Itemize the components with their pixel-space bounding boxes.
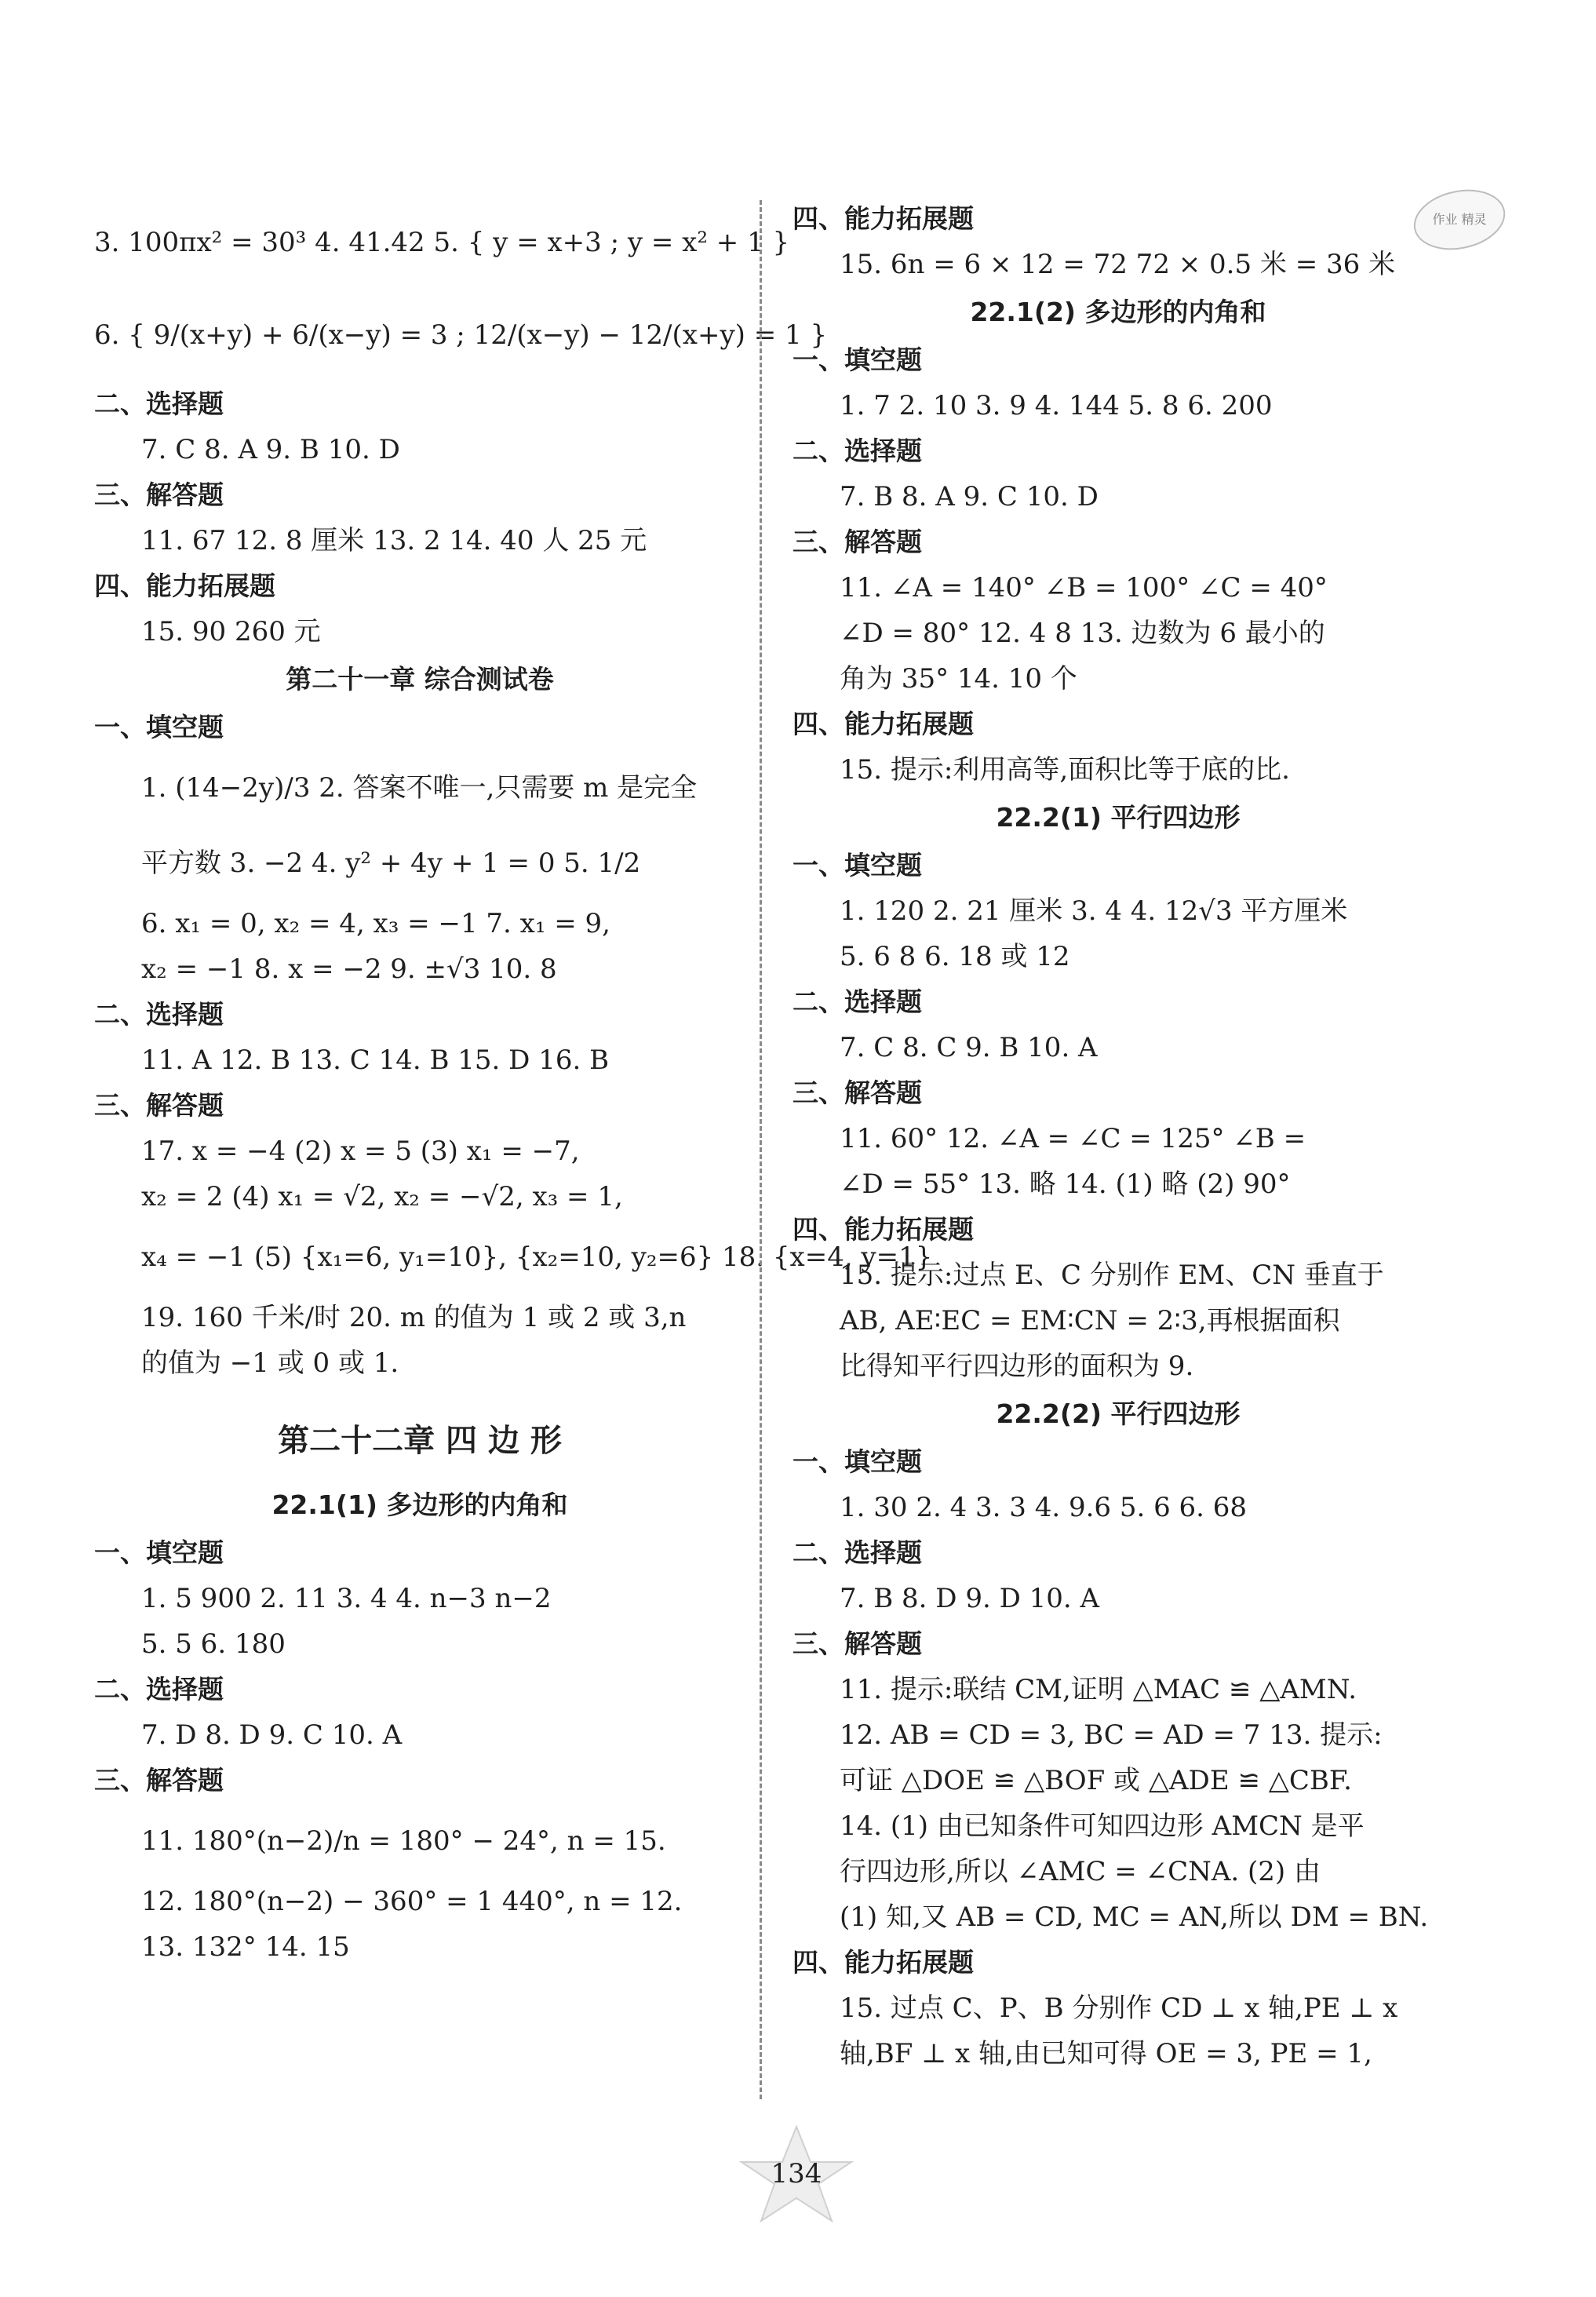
left-line: 11. 67 12. 8 厘米 13. 2 14. 40 人 25 元	[141, 525, 647, 556]
right-line: 1. 120 2. 21 厘米 3. 4 4. 12√3 平方厘米	[840, 895, 1348, 927]
right-line: 三、解答题	[793, 1077, 922, 1108]
left-column	[94, 196, 933, 1970]
right-line: 四、能力拓展题	[793, 709, 974, 739]
right-line: 角为 35° 14. 10 个	[840, 663, 1077, 695]
right-line: 二、选择题	[793, 436, 922, 466]
left-line: 6. { 9/(x+y) + 6/(x−y) = 3 ; 12/(x−y) − 12/(x+y) = 1 }	[94, 319, 828, 351]
right-line: AB, AE∶EC = EM∶CN = 2∶3,再根据面积	[840, 1305, 1340, 1336]
right-line: 15. 提示:过点 E、C 分别作 EM、CN 垂直于	[840, 1260, 1384, 1291]
left-line: 6. x₁ = 0, x₂ = 4, x₃ = −1 7. x₁ = 9,	[141, 908, 610, 939]
left-line: 三、解答题	[94, 1765, 224, 1796]
right-column	[793, 196, 1444, 2076]
right-line: 22.2(2) 平行四边形	[996, 1398, 1241, 1429]
left-line: 15. 90 260 元	[141, 616, 321, 647]
right-line: 15. 过点 C、P、B 分别作 CD ⊥ x 轴,PE ⊥ x	[840, 1993, 1398, 2024]
left-line: 二、选择题	[94, 388, 224, 419]
left-line: 四、能力拓展题	[94, 571, 275, 601]
right-line: 一、填空题	[793, 1446, 922, 1477]
left-line: 7. C 8. A 9. B 10. D	[141, 434, 400, 465]
left-line: 1. (14−2y)/3 2. 答案不唯一,只需要 m 是完全	[141, 772, 698, 804]
page-number: 134	[771, 2158, 822, 2189]
right-line: 22.2(1) 平行四边形	[996, 802, 1241, 833]
right-line: 三、解答题	[793, 1628, 922, 1659]
right-line: 二、选择题	[793, 1537, 922, 1568]
left-line: 一、填空题	[94, 712, 224, 742]
right-line: (1) 知,又 AB = CD, MC = AN,所以 DM = BN.	[840, 1901, 1429, 1933]
right-line: 7. C 8. C 9. B 10. A	[840, 1032, 1098, 1063]
right-line: 三、解答题	[793, 527, 922, 557]
left-line: 7. D 8. D 9. C 10. A	[141, 1719, 403, 1751]
right-line: ∠D = 80° 12. 4 8 13. 边数为 6 最小的	[840, 618, 1325, 649]
left-line: 11. 180°(n−2)/n = 180° − 24°, n = 15.	[141, 1825, 666, 1857]
right-line: 12. AB = CD = 3, BC = AD = 7 13. 提示:	[840, 1719, 1383, 1751]
right-line: 1. 30 2. 4 3. 3 4. 9.6 5. 6 6. 68	[840, 1492, 1248, 1523]
right-line: 四、能力拓展题	[793, 1947, 974, 1978]
left-line: 17. x = −4 (2) x = 5 (3) x₁ = −7,	[141, 1136, 580, 1167]
right-line: 比得知平行四边形的面积为 9.	[840, 1351, 1194, 1382]
left-line: 二、选择题	[94, 999, 224, 1030]
left-line: x₄ = −1 (5) {x₁=6, y₁=10}, {x₂=10, y₂=6} 18. {x=4, y=1}	[141, 1241, 933, 1273]
right-line: 15. 提示:利用高等,面积比等于底的比.	[840, 754, 1290, 786]
left-line: 22.1(1) 多边形的内角和	[271, 1489, 568, 1520]
right-line: 二、选择题	[793, 986, 922, 1017]
column-divider	[760, 200, 762, 2099]
right-line: 11. 提示:联结 CM,证明 △MAC ≌ △AMN.	[840, 1674, 1357, 1705]
right-line: 11. 60° 12. ∠A = ∠C = 125° ∠B =	[840, 1123, 1306, 1154]
left-line: 1. 5 900 2. 11 3. 4 4. n−3 n−2	[141, 1583, 552, 1614]
right-line: 11. ∠A = 140° ∠B = 100° ∠C = 40°	[840, 572, 1328, 603]
right-line: 一、填空题	[793, 850, 922, 881]
right-line: 7. B 8. A 9. C 10. D	[840, 481, 1099, 512]
left-line: 12. 180°(n−2) − 360° = 1 440°, n = 12.	[141, 1886, 683, 1917]
watermark-stamp-icon	[1408, 184, 1510, 255]
left-line: 11. A 12. B 13. C 14. B 15. D 16. B	[141, 1045, 610, 1076]
right-line: 22.1(2) 多边形的内角和	[970, 297, 1266, 327]
right-line: 可证 △DOE ≌ △BOF 或 △ADE ≌ △CBF.	[840, 1765, 1352, 1796]
right-line: 5. 6 8 6. 18 或 12	[840, 941, 1070, 972]
left-line: 第二十二章 四 边 形	[278, 1423, 562, 1459]
left-line: 二、选择题	[94, 1674, 224, 1705]
left-line: 19. 160 千米/时 20. m 的值为 1 或 2 或 3,n	[141, 1302, 687, 1333]
left-line: 三、解答题	[94, 1090, 224, 1121]
right-line: 行四边形,所以 ∠AMC = ∠CNA. (2) 由	[840, 1856, 1321, 1887]
right-line: 一、填空题	[793, 345, 922, 375]
left-line: 5. 5 6. 180	[141, 1628, 286, 1660]
left-line: 三、解答题	[94, 479, 224, 510]
left-line: 13. 132° 14. 15	[141, 1931, 350, 1963]
left-line: x₂ = −1 8. x = −2 9. ±√3 10. 8	[141, 953, 557, 985]
left-line: 平方数 3. −2 4. y² + 4y + 1 = 0 5. 1/2	[141, 848, 641, 879]
right-line: 14. (1) 由已知条件可知四边形 AMCN 是平	[840, 1810, 1365, 1842]
left-line: 一、填空题	[94, 1537, 224, 1568]
right-line: ∠D = 55° 13. 略 14. (1) 略 (2) 90°	[840, 1169, 1291, 1200]
right-line: 四、能力拓展题	[793, 1214, 974, 1245]
right-line: 15. 6n = 6 × 12 = 72 72 × 0.5 米 = 36 米	[840, 249, 1396, 280]
svg-text:作业 精灵: 作业 精灵	[1432, 212, 1487, 227]
right-line: 1. 7 2. 10 3. 9 4. 144 5. 8 6. 200	[840, 390, 1273, 421]
right-line: 轴,BF ⊥ x 轴,由已知可得 OE = 3, PE = 1,	[840, 2038, 1372, 2069]
left-line: 第二十一章 综合测试卷	[286, 664, 554, 695]
right-line: 四、能力拓展题	[793, 203, 974, 234]
right-line: 7. B 8. D 9. D 10. A	[840, 1583, 1100, 1614]
left-line: 3. 100πx² = 30³ 4. 41.42 5. { y = x+3 ; y = x² + 1 }	[94, 227, 790, 258]
left-line: 的值为 −1 或 0 或 1.	[141, 1347, 399, 1379]
left-line: x₂ = 2 (4) x₁ = √2, x₂ = −√2, x₃ = 1,	[141, 1181, 623, 1212]
